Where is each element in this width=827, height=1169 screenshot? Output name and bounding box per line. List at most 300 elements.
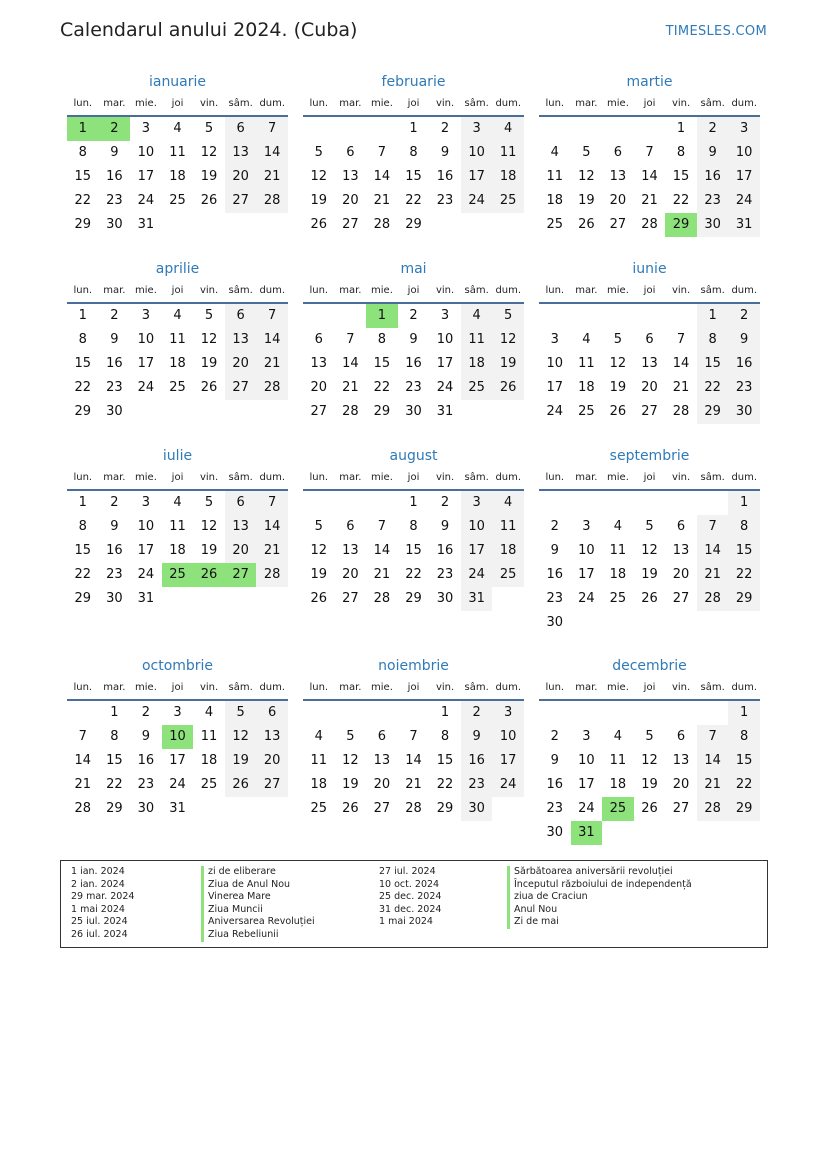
weekday-label: joi: [643, 285, 656, 296]
day-cell: 5: [346, 729, 355, 744]
day-cell: 17: [728, 165, 760, 189]
month-decembrie: [539, 656, 760, 845]
day-cell: 6: [645, 332, 654, 347]
weekday-label: dum.: [495, 285, 522, 296]
day-grid: [539, 117, 760, 237]
day-cell: 27: [672, 591, 690, 606]
day-cell: 6: [256, 701, 288, 725]
weekday-label: mie.: [135, 472, 157, 483]
day-cell: 25: [169, 380, 186, 395]
weekday-label: vin.: [199, 98, 219, 109]
weekday-label: dum.: [259, 98, 286, 109]
day-cell: 22: [106, 777, 123, 792]
day-cell: 30: [106, 591, 123, 606]
day-cell: 14: [697, 539, 729, 563]
day-cell: 24: [492, 773, 524, 797]
day-cell: 16: [436, 169, 454, 184]
day-cell: 21: [672, 380, 690, 395]
weekday-label: sâm.: [700, 472, 725, 483]
day-cell: 17: [461, 539, 493, 563]
day-cell: 21: [74, 777, 92, 792]
weekday-label: lun.: [545, 285, 565, 296]
day-cell: 18: [310, 777, 328, 792]
day-cell: 2: [99, 117, 131, 141]
month-name: octombrie: [141, 658, 214, 674]
day-cell: 20: [256, 749, 288, 773]
day-cell: 13: [310, 356, 328, 371]
weekday-label: mie.: [135, 98, 157, 109]
day-cell: 23: [436, 193, 454, 208]
day-cell: 6: [225, 491, 257, 515]
day-cell: 1: [728, 701, 760, 725]
page-title: Calendarul anului 2024. (Cuba): [60, 19, 358, 41]
empty-cell: [366, 117, 398, 141]
day-cell: 27: [225, 563, 257, 587]
legend-entry: zi de eliberare: [201, 866, 315, 879]
weekday-label: mie.: [607, 285, 629, 296]
day-cell: 20: [225, 165, 257, 189]
empty-cell: [539, 491, 571, 515]
day-cell: 2: [728, 304, 760, 328]
weekday-label: sâm.: [700, 285, 725, 296]
day-cell: 22: [405, 567, 422, 582]
day-cell: 3: [492, 701, 524, 725]
empty-cell: [398, 701, 430, 725]
day-cell: 8: [78, 519, 87, 534]
day-cell: 16: [436, 543, 454, 558]
legend-entry: Ziua Muncii: [201, 904, 315, 917]
day-grid: [303, 304, 524, 424]
day-cell: 5: [645, 519, 654, 534]
day-cell: 30: [137, 801, 155, 816]
day-cell: 8: [409, 519, 418, 534]
day-cell: 21: [256, 539, 288, 563]
legend-entry: ziua de Craciun: [507, 891, 692, 904]
day-cell: 28: [373, 591, 391, 606]
day-cell: 16: [106, 543, 123, 558]
day-cell: 6: [346, 519, 355, 534]
day-cell: 7: [697, 515, 729, 539]
day-cell: 1: [67, 117, 99, 141]
day-cell: 14: [256, 515, 288, 539]
legend-entry: 2 ian. 2024: [71, 878, 125, 890]
day-cell: 9: [550, 543, 559, 558]
day-cell: 10: [578, 753, 595, 768]
day-cell: 5: [204, 121, 214, 136]
day-cell: 3: [582, 519, 591, 534]
day-cell: 25: [200, 777, 218, 792]
day-cell: 13: [225, 328, 257, 352]
month-aprilie: [67, 259, 288, 424]
day-cell: 7: [409, 729, 418, 744]
day-cell: 6: [676, 729, 686, 744]
day-cell: 3: [141, 495, 151, 510]
weekday-header: [539, 676, 760, 701]
day-cell: 3: [173, 705, 182, 720]
empty-cell: [634, 491, 666, 515]
site-link[interactable]: TIMESLES.COM: [665, 24, 767, 39]
weekday-label: sâm.: [228, 472, 253, 483]
day-cell: 27: [225, 376, 257, 400]
day-cell: 12: [200, 332, 218, 347]
day-cell: 28: [697, 587, 729, 611]
day-cell: 9: [110, 519, 119, 534]
day-cell: 31: [137, 217, 155, 232]
day-grid: [67, 701, 288, 821]
day-cell: 14: [373, 543, 391, 558]
day-cell: 25: [578, 404, 595, 419]
day-cell: 10: [436, 332, 454, 347]
day-cell: 30: [405, 404, 422, 419]
day-cell: 26: [641, 801, 658, 816]
day-cell: 1: [697, 304, 729, 328]
empty-cell: [539, 304, 571, 328]
month-name: septembrie: [609, 448, 690, 464]
day-cell: 23: [106, 193, 123, 208]
day-cell: 4: [492, 491, 524, 515]
day-cell: 29: [728, 797, 760, 821]
weekday-label: mar.: [575, 682, 598, 693]
weekday-header: [67, 676, 288, 701]
day-cell: 1: [728, 491, 760, 515]
day-cell: 25: [492, 563, 524, 587]
day-cell: 8: [676, 145, 686, 160]
legend-left-dates: [71, 866, 134, 942]
day-cell: 2: [440, 495, 450, 510]
day-cell: 20: [672, 567, 690, 582]
weekday-label: vin.: [671, 472, 691, 483]
empty-cell: [602, 701, 634, 725]
month-octombrie: [67, 656, 288, 821]
day-cell: 10: [728, 141, 760, 165]
day-cell: 28: [256, 376, 288, 400]
day-cell: 24: [436, 380, 454, 395]
empty-cell: [67, 701, 99, 725]
day-cell: 11: [492, 515, 524, 539]
day-cell: 10: [492, 725, 524, 749]
day-cell: 3: [141, 308, 151, 323]
day-cell: 11: [461, 328, 493, 352]
day-cell: 14: [342, 356, 359, 371]
empty-cell: [303, 117, 335, 141]
day-cell: 18: [169, 543, 186, 558]
day-cell: 2: [550, 519, 559, 534]
day-cell: 15: [436, 753, 454, 768]
day-cell: 18: [546, 193, 564, 208]
weekday-label: vin.: [199, 285, 219, 296]
day-cell: 30: [546, 615, 564, 630]
day-cell: 4: [582, 332, 591, 347]
day-cell: 17: [546, 380, 564, 395]
weekday-label: lun.: [309, 682, 329, 693]
day-cell: 28: [405, 801, 422, 816]
day-cell: 25: [609, 591, 627, 606]
day-cell: 28: [697, 797, 729, 821]
weekday-label: mie.: [371, 98, 393, 109]
day-cell: 9: [461, 725, 493, 749]
day-cell: 11: [169, 332, 186, 347]
weekday-label: mie.: [607, 472, 629, 483]
day-cell: 23: [546, 591, 564, 606]
day-cell: 10: [461, 515, 493, 539]
day-cell: 28: [74, 801, 92, 816]
day-grid: [303, 491, 524, 611]
day-cell: 6: [314, 332, 323, 347]
month-name: iunie: [632, 261, 667, 277]
day-cell: 5: [613, 332, 623, 347]
weekday-label: sâm.: [464, 98, 489, 109]
day-cell: 8: [728, 515, 760, 539]
weekday-label: joi: [407, 285, 420, 296]
day-cell: 15: [405, 543, 422, 558]
day-cell: 5: [204, 495, 214, 510]
empty-cell: [602, 491, 634, 515]
weekday-label: dum.: [731, 682, 758, 693]
weekday-label: vin.: [671, 98, 691, 109]
weekday-label: vin.: [435, 98, 455, 109]
day-cell: 1: [409, 495, 418, 510]
day-cell: 12: [200, 519, 218, 534]
legend-entry: 26 iul. 2024: [71, 928, 128, 940]
day-cell: 20: [342, 193, 359, 208]
day-cell: 25: [162, 563, 194, 587]
month-martie: [539, 72, 760, 237]
month-name: noiembrie: [378, 658, 449, 674]
day-cell: 8: [697, 328, 729, 352]
day-cell: 5: [204, 308, 214, 323]
day-cell: 7: [676, 332, 686, 347]
day-cell: 8: [377, 332, 387, 347]
legend-right-names: [507, 866, 692, 929]
day-cell: 31: [728, 213, 760, 237]
day-cell: 8: [728, 725, 760, 749]
empty-cell: [602, 304, 634, 328]
month-name: februarie: [381, 74, 446, 90]
empty-cell: [697, 491, 729, 515]
legend-right-dates: [379, 866, 441, 929]
weekday-label: mar.: [103, 682, 126, 693]
month-name: aprilie: [155, 261, 200, 277]
day-cell: 15: [106, 753, 123, 768]
day-cell: 4: [314, 729, 323, 744]
day-cell: 21: [697, 563, 729, 587]
weekday-label: mar.: [103, 472, 126, 483]
weekday-label: sâm.: [228, 682, 253, 693]
day-cell: 14: [641, 169, 658, 184]
day-grid: [67, 117, 288, 237]
day-cell: 27: [256, 773, 288, 797]
day-cell: 14: [405, 753, 422, 768]
legend-entry: Începutul războiului de independență: [507, 879, 692, 892]
weekday-label: mar.: [575, 98, 598, 109]
day-cell: 12: [310, 169, 328, 184]
day-cell: 28: [672, 404, 690, 419]
weekday-label: dum.: [259, 472, 286, 483]
weekday-label: dum.: [731, 472, 758, 483]
day-cell: 16: [405, 356, 422, 371]
weekday-label: mie.: [371, 285, 393, 296]
day-cell: 20: [641, 380, 658, 395]
day-cell: 27: [310, 404, 328, 419]
weekday-label: lun.: [309, 98, 329, 109]
day-cell: 18: [200, 753, 218, 768]
day-cell: 5: [314, 145, 323, 160]
day-cell: 15: [74, 543, 92, 558]
weekday-label: vin.: [435, 472, 455, 483]
day-cell: 11: [200, 729, 218, 744]
day-cell: 12: [200, 145, 218, 160]
day-cell: 27: [641, 404, 658, 419]
day-cell: 12: [492, 328, 524, 352]
weekday-label: lun.: [309, 472, 329, 483]
day-cell: 30: [106, 217, 123, 232]
weekday-label: mar.: [575, 285, 598, 296]
day-cell: 4: [613, 729, 623, 744]
day-cell: 29: [373, 404, 391, 419]
day-cell: 24: [137, 380, 155, 395]
legend-entry: 25 iul. 2024: [71, 916, 128, 928]
day-cell: 17: [578, 567, 595, 582]
weekday-label: joi: [643, 472, 656, 483]
day-cell: 26: [609, 404, 627, 419]
day-grid: [539, 491, 760, 635]
day-cell: 10: [137, 519, 155, 534]
empty-cell: [634, 304, 666, 328]
day-cell: 2: [440, 121, 450, 136]
day-cell: 28: [641, 217, 658, 232]
weekday-header: [539, 92, 760, 117]
weekday-label: vin.: [199, 472, 219, 483]
day-cell: 20: [609, 193, 627, 208]
day-cell: 24: [137, 567, 155, 582]
weekday-label: joi: [643, 98, 656, 109]
day-cell: 24: [546, 404, 564, 419]
day-cell: 7: [377, 519, 387, 534]
day-cell: 28: [373, 217, 391, 232]
day-cell: 26: [225, 773, 257, 797]
day-cell: 16: [106, 169, 123, 184]
weekday-label: joi: [171, 682, 184, 693]
day-cell: 29: [728, 587, 760, 611]
day-cell: 30: [728, 400, 760, 424]
weekday-label: mar.: [339, 285, 362, 296]
day-cell: 17: [461, 165, 493, 189]
day-cell: 13: [256, 725, 288, 749]
day-cell: 30: [546, 825, 564, 840]
day-cell: 15: [697, 352, 729, 376]
day-cell: 10: [578, 543, 595, 558]
weekday-label: lun.: [309, 285, 329, 296]
day-cell: 11: [169, 145, 186, 160]
weekday-label: joi: [407, 682, 420, 693]
weekday-label: mie.: [607, 682, 629, 693]
day-cell: 30: [697, 213, 729, 237]
day-cell: 29: [405, 591, 422, 606]
weekday-label: dum.: [731, 285, 758, 296]
weekday-label: lun.: [545, 682, 565, 693]
day-grid: [303, 701, 524, 821]
day-cell: 19: [641, 777, 658, 792]
day-grid: [539, 701, 760, 845]
weekday-label: sâm.: [464, 285, 489, 296]
day-cell: 10: [546, 356, 564, 371]
day-cell: 2: [550, 729, 559, 744]
day-cell: 29: [74, 404, 92, 419]
day-cell: 27: [342, 217, 359, 232]
legend-entry: 25 dec. 2024: [379, 891, 442, 903]
day-cell: 1: [366, 304, 398, 328]
day-cell: 1: [78, 495, 87, 510]
day-cell: 14: [74, 753, 92, 768]
day-cell: 12: [641, 543, 658, 558]
day-cell: 23: [405, 380, 422, 395]
month-august: [303, 446, 524, 611]
day-cell: 3: [440, 308, 450, 323]
day-cell: 5: [582, 145, 591, 160]
day-cell: 19: [225, 749, 257, 773]
day-cell: 31: [571, 821, 603, 845]
day-cell: 18: [169, 356, 186, 371]
weekday-label: dum.: [495, 98, 522, 109]
day-cell: 5: [225, 701, 257, 725]
day-cell: 14: [256, 141, 288, 165]
day-cell: 26: [342, 801, 359, 816]
day-cell: 6: [225, 304, 257, 328]
weekday-label: mie.: [371, 472, 393, 483]
weekday-label: mar.: [575, 472, 598, 483]
day-cell: 15: [728, 749, 760, 773]
legend-entry: Ziua Rebeliunii: [201, 929, 315, 942]
day-cell: 13: [672, 543, 690, 558]
day-cell: 13: [342, 543, 359, 558]
legend-entry: 1 ian. 2024: [71, 866, 125, 877]
day-cell: 9: [697, 141, 729, 165]
day-cell: 18: [578, 380, 595, 395]
day-cell: 12: [578, 169, 595, 184]
day-cell: 9: [440, 145, 450, 160]
day-cell: 19: [492, 352, 524, 376]
day-cell: 17: [578, 777, 595, 792]
day-cell: 23: [436, 567, 454, 582]
day-cell: 16: [137, 753, 155, 768]
day-cell: 12: [342, 753, 359, 768]
day-cell: 9: [141, 729, 151, 744]
day-cell: 26: [578, 217, 595, 232]
empty-cell: [602, 117, 634, 141]
day-cell: 14: [672, 356, 690, 371]
day-cell: 23: [697, 189, 729, 213]
day-cell: 17: [436, 356, 454, 371]
weekday-label: joi: [171, 98, 184, 109]
day-cell: 5: [645, 729, 654, 744]
day-cell: 17: [137, 543, 155, 558]
weekday-label: joi: [407, 98, 420, 109]
day-cell: 22: [672, 193, 690, 208]
day-cell: 31: [137, 591, 155, 606]
weekday-label: lun.: [73, 98, 93, 109]
day-cell: 29: [665, 213, 697, 237]
weekday-label: mar.: [103, 285, 126, 296]
month-name: decembrie: [612, 658, 687, 674]
month-iulie: [67, 446, 288, 611]
day-cell: 15: [728, 539, 760, 563]
day-cell: 19: [310, 567, 328, 582]
day-cell: 16: [728, 352, 760, 376]
weekday-header: [67, 466, 288, 491]
day-cell: 13: [672, 753, 690, 768]
weekday-header: [67, 279, 288, 304]
day-cell: 25: [461, 376, 493, 400]
